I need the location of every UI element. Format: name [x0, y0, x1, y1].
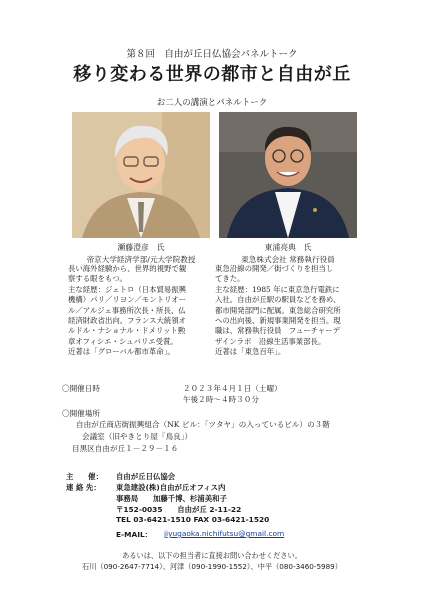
bio-line: 主な経歴：1985 年に東京急行電鉄に: [215, 284, 340, 294]
host-label: 主 催：: [66, 472, 103, 481]
bio-line: 東急沿線の開発／街づくりを担当し: [215, 264, 334, 273]
bio-line: 入社。自由が丘駅の駅員などを務め、: [215, 295, 341, 305]
bio-line: 長い海外経験から、世界的視野で観: [68, 264, 187, 273]
venue-line: 自由が丘商店街振興組合（NK ビル：「ツタヤ」の入っているビル）の３階: [76, 420, 330, 429]
speaker-affiliation-left: 帝京大学経済学部/元大学院教授: [86, 255, 196, 264]
speaker-bio-left: [68, 264, 212, 358]
contact-line: TEL 03-6421-1510 FAX 03-6421-1520: [116, 515, 270, 524]
speaker-name-right: 東浦亮典 氏: [264, 243, 312, 252]
venue-label: 〇開催場所: [62, 409, 100, 418]
bio-line: 機構）パリ／リヨン／モントリオー: [68, 295, 187, 305]
contact-label: 連 絡 先：: [66, 483, 101, 492]
bio-line: ルドル・ナショナル・ドメリット勲: [68, 326, 186, 336]
bio-line: 近著は「東急百年」。: [215, 347, 286, 357]
bio-line: てきた。: [215, 274, 245, 284]
bio-line: 職は、常務執行役員 フューチャーデ: [215, 326, 341, 336]
email-label: E-MAIL：: [116, 530, 153, 539]
contact-line: 〒152-0035 自由が丘 2-11-22: [116, 505, 242, 514]
venue-address: 目黒区自由が丘１－２９－１６: [72, 444, 179, 453]
venue-line: 会議室（旧やきとり屋「鳥良」）: [82, 432, 193, 441]
speaker-name-left: 瀬藤澄彦 氏: [117, 243, 165, 252]
contact-phones: 石川（090-2647-7714）、河津（090-1990-1552）、中平（080-3460-5989）: [82, 562, 342, 571]
speaker-bio-right: [215, 264, 359, 358]
bio-line: 近著は「グローバル都市革命」。: [68, 347, 175, 357]
bio-line: 察する眼をもつ。: [68, 274, 127, 284]
event-time: 午後２時～４時３０分: [183, 395, 259, 404]
contact-note: あるいは、以下の担当者に直接お問い合わせください。: [122, 551, 302, 560]
bio-line: 章オフィシエ・シュバリエ受賞。: [68, 336, 178, 346]
event-date: ２０２３年４月１日（土曜）: [183, 384, 282, 393]
bio-line: 主な経歴：ジェトロ（日本貿易振興: [68, 284, 187, 294]
contact-line: 東急建設(株)自由が丘オフィス内: [116, 483, 226, 492]
date-label: 〇開催日時: [62, 384, 100, 393]
bio-line: ザインラボ 沿線生活事業部長。: [215, 336, 326, 346]
email-link[interactable]: jiyugaoka.nichifutsu@gmail.com: [164, 529, 285, 538]
bio-line: ル／アルジェ事務所次長・所長、仏: [68, 305, 186, 315]
speaker-affiliation-right: 東急株式会社 常務執行役員: [241, 255, 335, 264]
page-title: 移り変わる世界の都市と自由が丘: [73, 64, 351, 85]
bio-line: 都市開発部門に配属。東急総合研究所: [215, 305, 341, 315]
speaker-photo-left: [72, 112, 210, 238]
event-series-title: 第８回 自由が丘日仏協会パネルトーク: [126, 49, 298, 60]
contact-line: 事務局 加藤千博、杉浦美和子: [116, 494, 227, 503]
bio-line: 経済財政省出向。フランス大統領オ: [68, 316, 187, 326]
bio-line: への出向後、新規事業開発を担当。現: [215, 316, 341, 326]
speaker-photo-right: [219, 112, 357, 238]
sub-heading: お二人の講演とパネルトーク: [156, 98, 268, 108]
host-name: 自由が丘日仏協会: [116, 472, 176, 481]
